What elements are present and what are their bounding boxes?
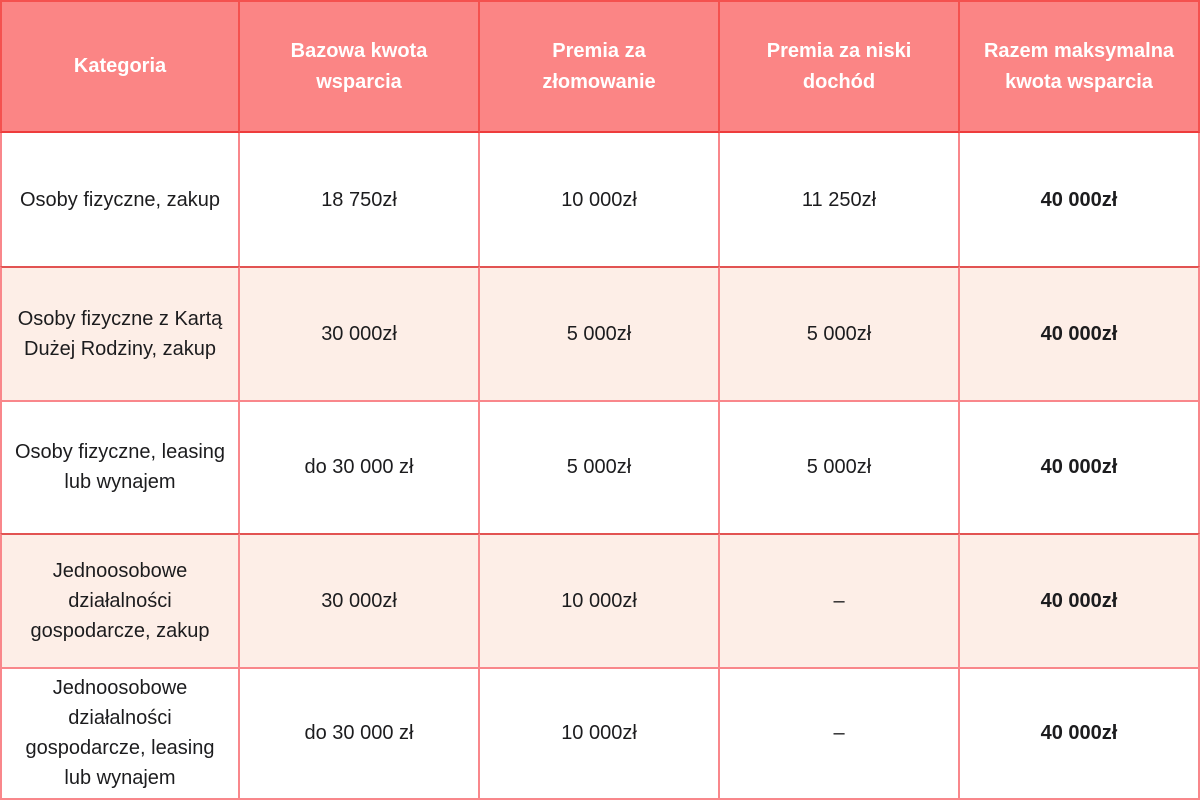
cell-razem-maksymalna: 40 000zł [960, 266, 1200, 399]
header-row [0, 0, 1200, 133]
cell-premia-niski-dochod: – [720, 667, 960, 800]
cell-premia-niski-dochod: 11 250zł [720, 133, 960, 266]
header-cell-premia-zlomowanie: Premia za złomowanie [480, 0, 720, 133]
header-cell-bazowa-kwota: Bazowa kwota wsparcia [240, 0, 480, 133]
cell-kategoria: Osoby fizyczne, zakup [0, 133, 240, 266]
cell-razem-maksymalna: 40 000zł [960, 667, 1200, 800]
cell-bazowa-kwota: do 30 000 zł [240, 400, 480, 533]
cell-premia-niski-dochod: 5 000zł [720, 400, 960, 533]
table-body [0, 133, 1200, 800]
cell-premia-zlomowanie: 5 000zł [480, 400, 720, 533]
cell-razem-maksymalna: 40 000zł [960, 133, 1200, 266]
cell-premia-zlomowanie: 10 000zł [480, 667, 720, 800]
cell-premia-zlomowanie: 10 000zł [480, 133, 720, 266]
header-cell-razem-maksymalna: Razem maksymalna kwota wsparcia [960, 0, 1200, 133]
header-cell-premia-niski-dochod: Premia za niski dochód [720, 0, 960, 133]
cell-premia-zlomowanie: 10 000zł [480, 533, 720, 666]
table-row [0, 133, 1200, 266]
table-header [0, 0, 1200, 133]
cell-kategoria: Osoby fizyczne z Kartą Dużej Rodziny, zakup [0, 266, 240, 399]
table-row [0, 533, 1200, 666]
cell-premia-zlomowanie: 5 000zł [480, 266, 720, 399]
table-row [0, 266, 1200, 399]
cell-premia-niski-dochod: – [720, 533, 960, 666]
table-row [0, 400, 1200, 533]
table-row [0, 667, 1200, 800]
cell-bazowa-kwota: 30 000zł [240, 266, 480, 399]
cell-bazowa-kwota: 18 750zł [240, 133, 480, 266]
cell-razem-maksymalna: 40 000zł [960, 400, 1200, 533]
cell-kategoria: Osoby fizyczne, leasing lub wynajem [0, 400, 240, 533]
cell-bazowa-kwota: 30 000zł [240, 533, 480, 666]
header-cell-kategoria: Kategoria [0, 0, 240, 133]
cell-kategoria: Jednoosobowe działalności gospodarcze, leasing lub wynajem [0, 667, 240, 800]
cell-razem-maksymalna: 40 000zł [960, 533, 1200, 666]
cell-kategoria: Jednoosobowe działalności gospodarcze, zakup [0, 533, 240, 666]
cell-bazowa-kwota: do 30 000 zł [240, 667, 480, 800]
cell-premia-niski-dochod: 5 000zł [720, 266, 960, 399]
